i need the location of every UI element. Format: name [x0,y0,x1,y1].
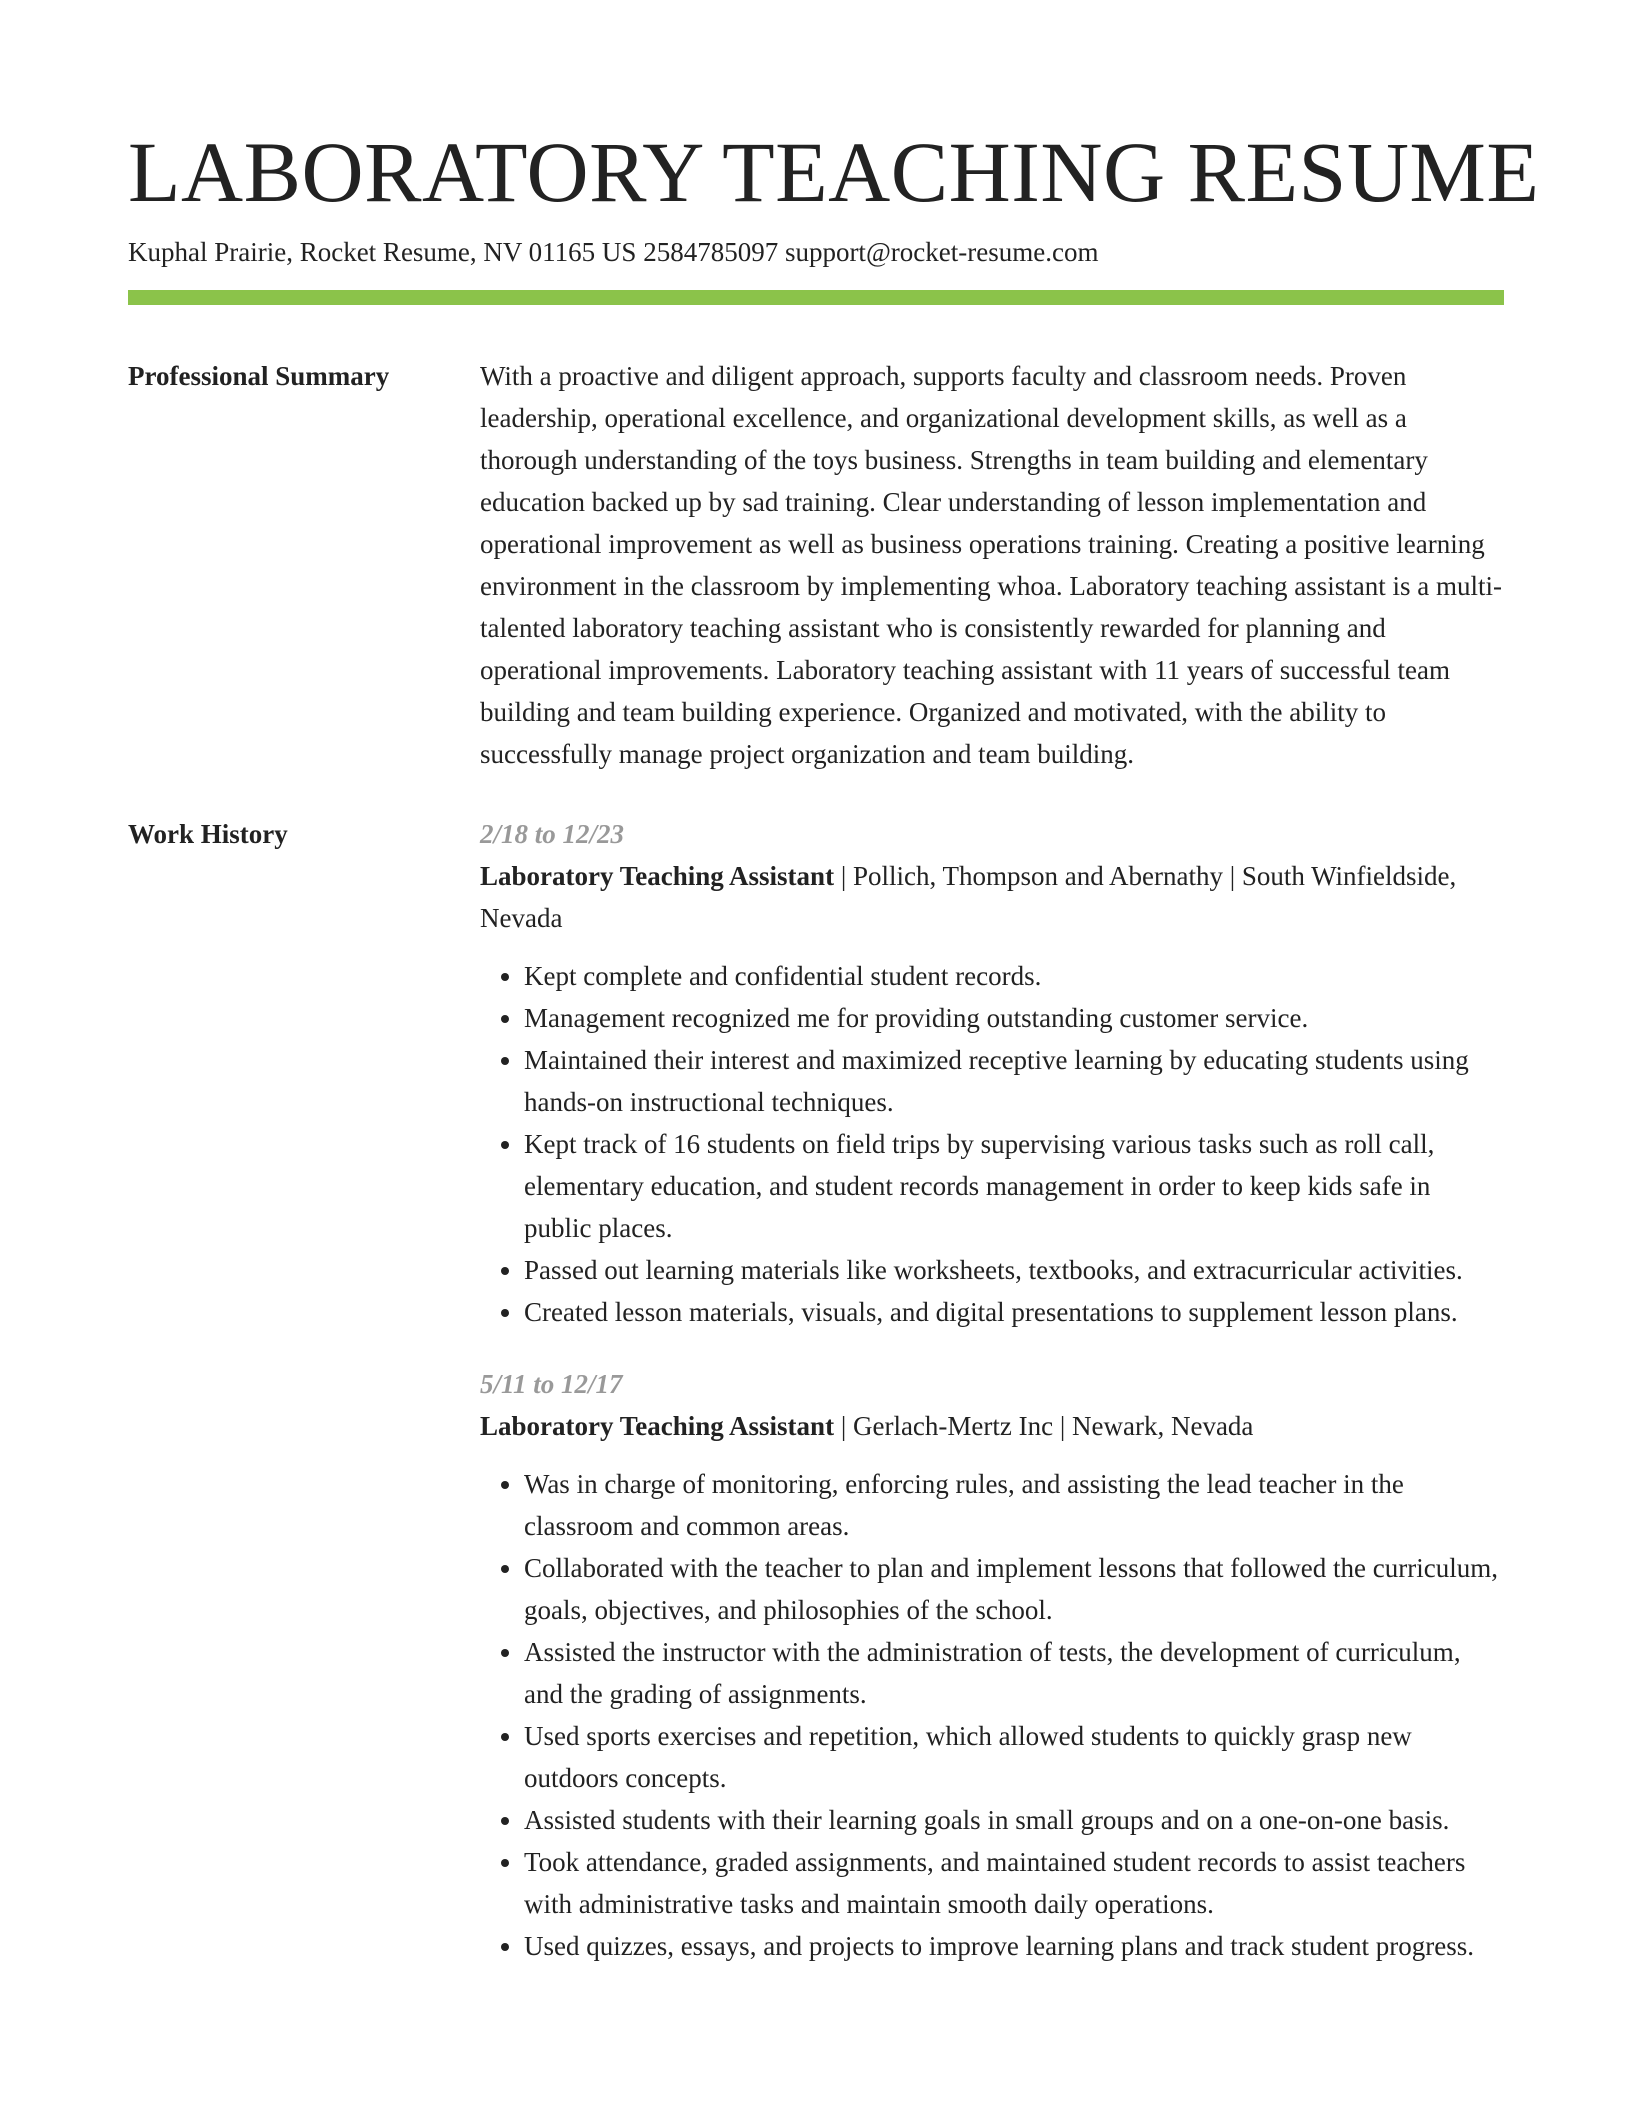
job-bullet: • Passed out learning materials like worksheets, textbooks, and extracurricular activities. [524,1249,1504,1291]
contact-line: Kuphal Prairie, Rocket Resume, NV 01165 US 2584785097 support@rocket-resume.com [128,237,1099,267]
job-bullet: • Used sports exercises and repetition, which allowed students to quickly grasp new outdoors concepts. [524,1715,1504,1799]
job-dates: 5/11 to 12/17 [480,1369,623,1399]
job-bullet: • Assisted the instructor with the administration of tests, the development of curriculum, and the grading of assignments. [524,1631,1504,1715]
job-details: | Pollich, Thompson and Abernathy | South Winfieldside, Nevada [480,861,1457,933]
resume-title: LABORATORY TEACHING RESUME [128,124,1540,220]
job-title: Laboratory Teaching Assistant [480,1411,835,1441]
job-entry [480,813,1504,1333]
summary-paragraph: With a proactive and diligent approach, supports faculty and classroom needs. Proven leadership, operational excellence, and organizational development skills, as well as a thorough understanding of the toys business. Strengths in team building and elementary education backed up by sad training. Clear understanding of lesson implementation and operational improvement as well as business operations training. Creating a positive learning environment in the classroom by implementing whoa. Laboratory teaching assistant is a multi-talented laboratory teaching assistant who is consistently rewarded for planning and operational improvements. Laboratory teaching assistant with 11 years of successful team building and team building experience. Organized and motivated, with the ability to successfully manage project organization and team building. [480,361,1503,769]
job-bullet: • Collaborated with the teacher to plan and implement lessons that followed the curriculum, goals, objectives, and philosophies of the school. [524,1547,1504,1631]
job-bullet: • Assisted students with their learning goals in small groups and on a one-on-one basis. [524,1799,1504,1841]
professional-summary-section [128,355,1504,775]
job-bullet: • Management recognized me for providing outstanding customer service. [524,997,1504,1039]
job-bullets [480,1463,1504,1967]
work-history-section [128,813,1504,1967]
job-bullet: • Was in charge of monitoring, enforcing rules, and assisting the lead teacher in the classroom and common areas. [524,1463,1504,1547]
job-bullet: • Created lesson materials, visuals, and digital presentations to supplement lesson plans. [524,1291,1504,1333]
job-bullet: • Used quizzes, essays, and projects to improve learning plans and track student progress. [524,1925,1504,1967]
job-entry [480,1363,1504,1967]
section-label: Professional Summary [128,361,390,391]
job-bullets [480,955,1504,1333]
job-details: | Gerlach-Mertz Inc | Newark, Nevada [834,1411,1254,1441]
job-bullet: • Kept track of 16 students on field trips by supervising various tasks such as roll call, elementary education, and student records management in order to keep kids safe in public places. [524,1123,1504,1249]
section-body [480,813,1504,1967]
job-bullet: • Maintained their interest and maximized receptive learning by educating students using hands-on instructional techniques. [524,1039,1504,1123]
section-body [480,355,1504,775]
section-label: Work History [128,819,288,849]
job-title: Laboratory Teaching Assistant [480,861,835,891]
resume-page [128,0,1540,1967]
job-bullet: • Took attendance, graded assignments, and maintained student records to assist teachers with administrative tasks and maintain smooth daily operations. [524,1841,1504,1925]
header-accent-rule [128,290,1504,305]
job-heading [480,1405,1504,1447]
job-dates: 2/18 to 12/23 [480,819,625,849]
job-bullet: • Kept complete and confidential student records. [524,955,1504,997]
job-heading [480,855,1504,939]
